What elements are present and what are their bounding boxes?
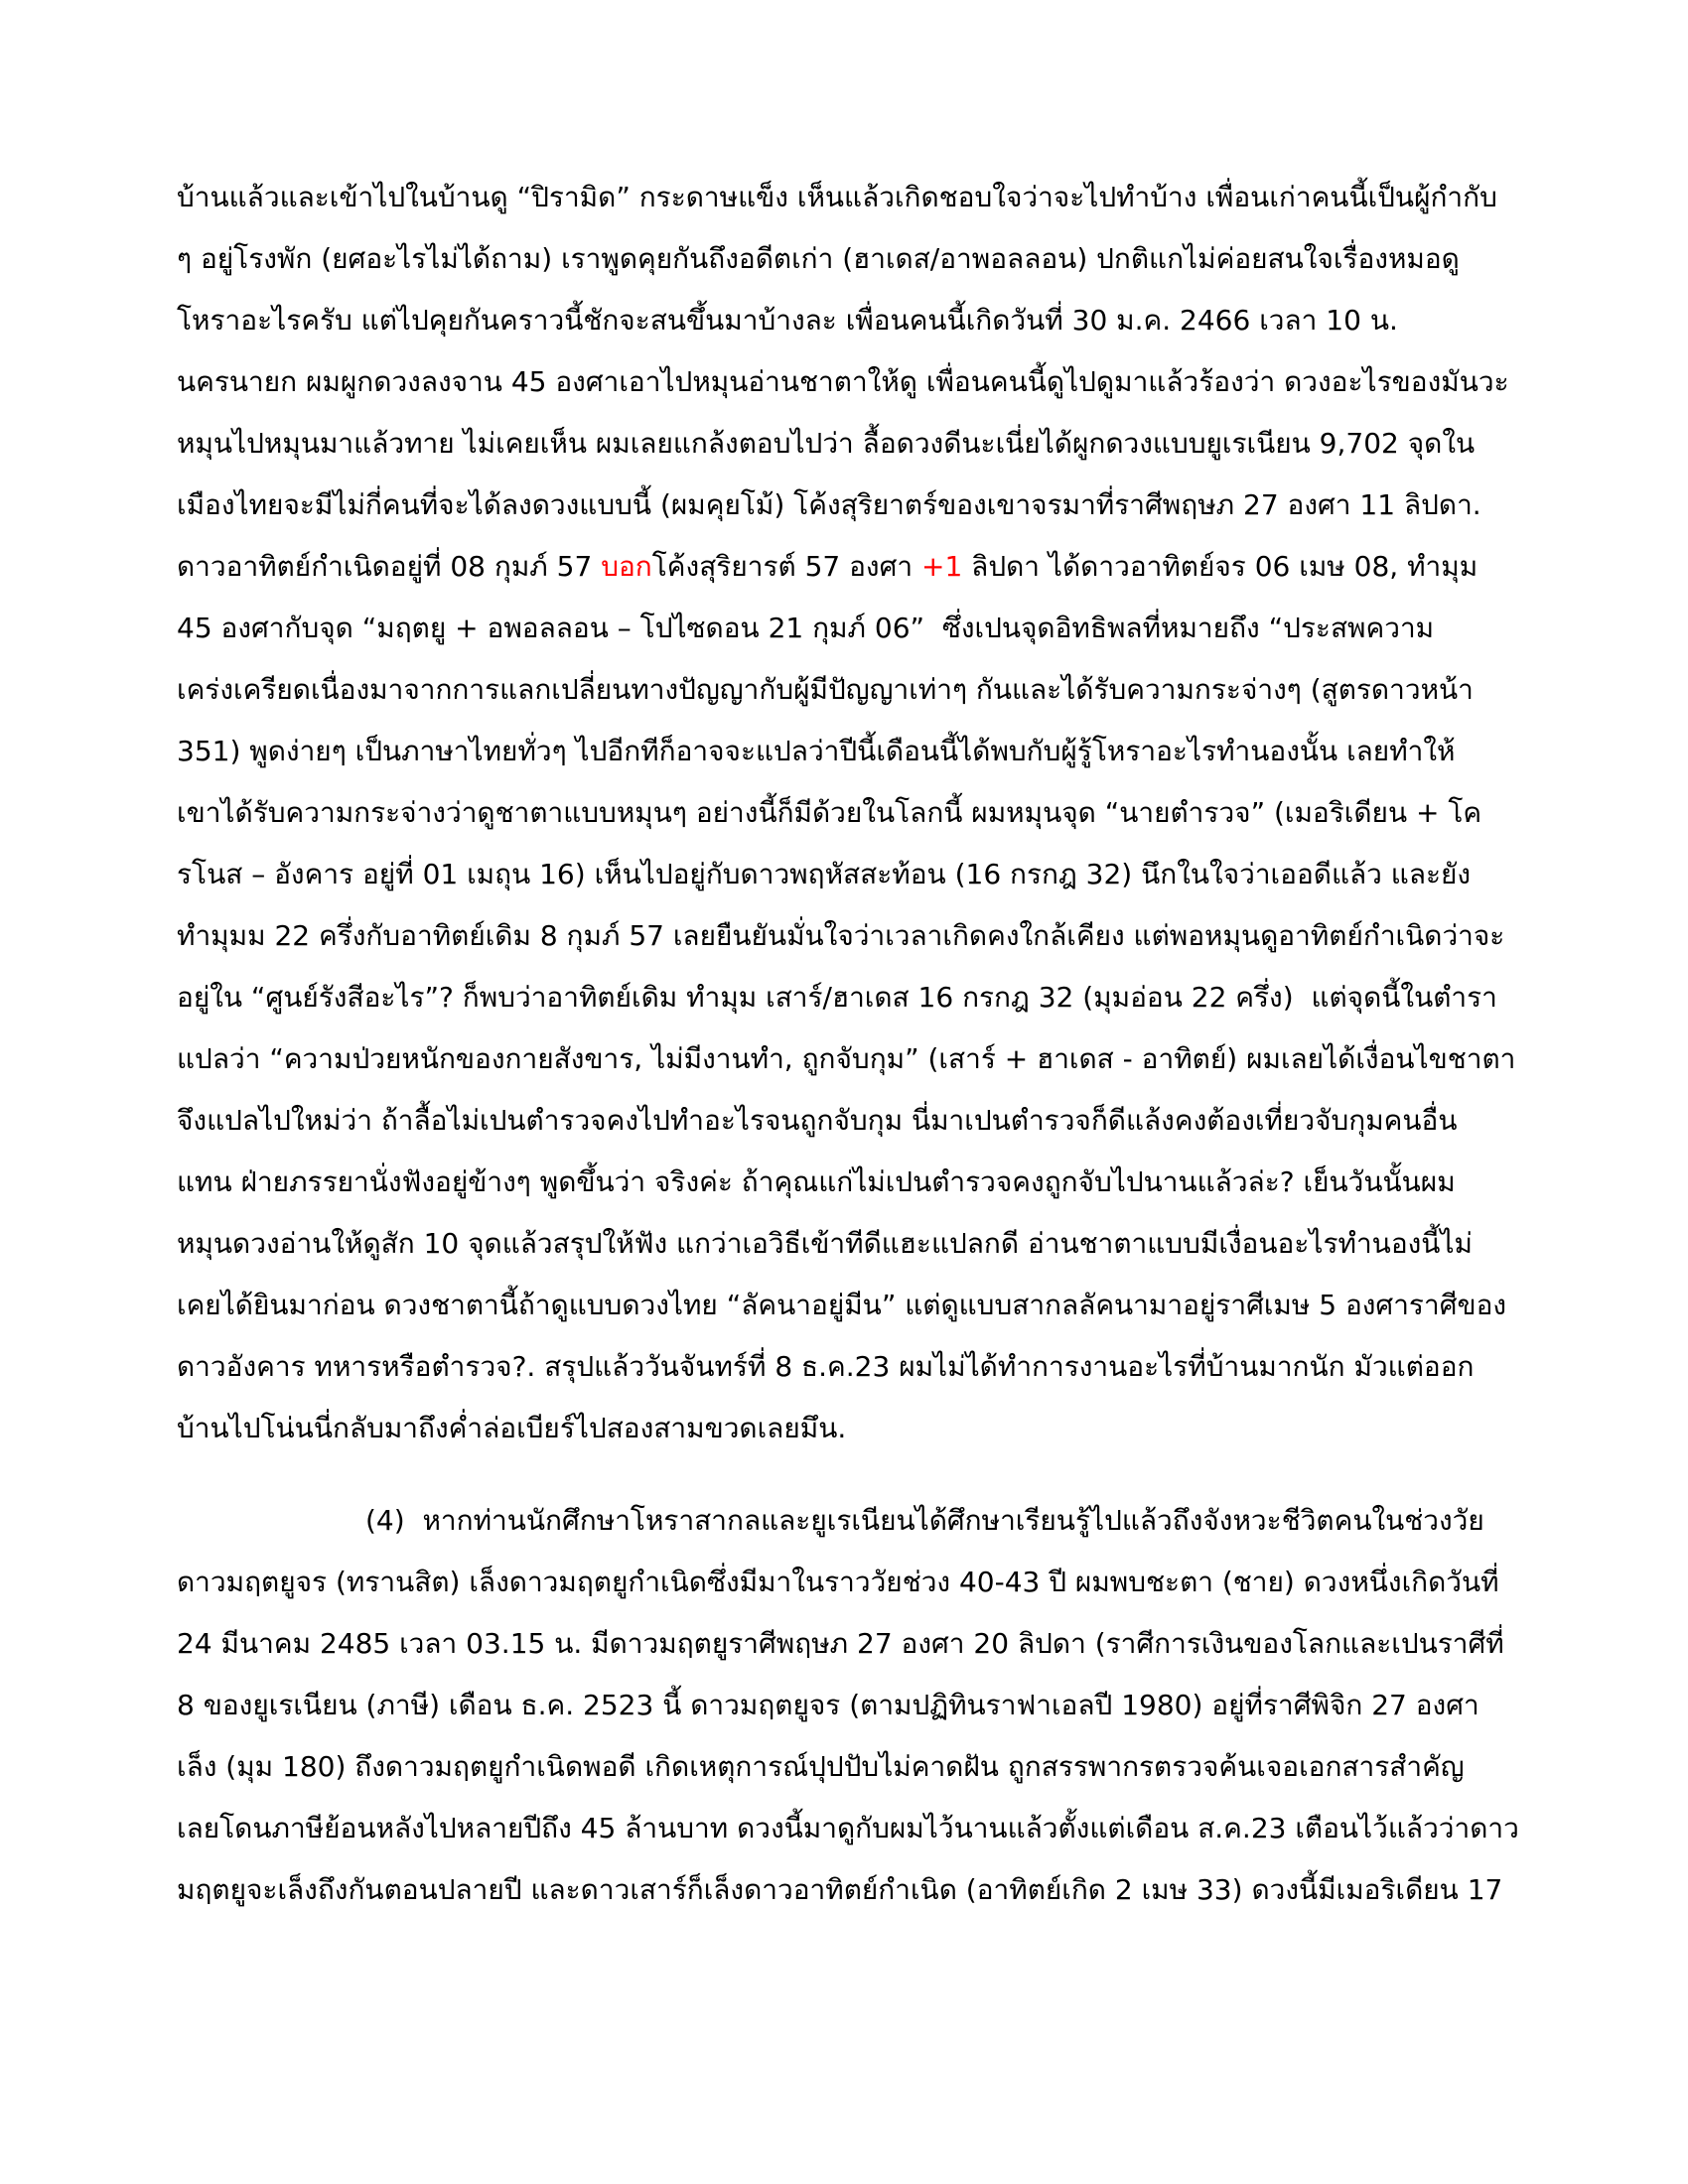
text-line bbox=[177, 844, 1537, 905]
text-line bbox=[177, 536, 1537, 598]
text-segment: เมืองไทยจะมีไม่กี่คนที่จะได้ลงดวงแบบนี้ (ผมคุยโม้) โค้งสุริยาตร์ของเขาจรมาที่ราศีพฤษภ 27 องศา 11 ลิปดา. bbox=[177, 488, 1481, 521]
text-segment: มฤตยูจะเล็งถึงกันตอนปลายปี และดาวเสาร์ก็เล็งดาวอาทิตย์กำเนิด (อาทิตย์เกิด 2 เมษ 33) ดวงนี้มีเมอริเดียน 17 bbox=[177, 1873, 1503, 1906]
text-line bbox=[177, 228, 1537, 290]
text-line bbox=[177, 782, 1537, 844]
text-line bbox=[177, 659, 1537, 721]
document-body bbox=[177, 167, 1537, 1921]
text-segment: เคยได้ยินมาก่อน ดวงชาตานี้ถ้าดูแบบดวงไทย “ลัคนาอยู่มีน” แต่ดูแบบสากลลัคนามาอยู่ราศีเมษ 5 องศาราศีของ bbox=[177, 1289, 1507, 1321]
text-line bbox=[177, 1552, 1537, 1613]
text-segment: 24 มีนาคม 2485 เวลา 03.15 น. มีดาวมฤตยูราศีพฤษภ 27 องศา 20 ลิปดา (ราศีการเงินของโลกและเปนราศีที่ bbox=[177, 1627, 1504, 1660]
text-segment: แทน ฝ่ายภรรยานั่งฟังอยู่ข้างๆ พูดขึ้นว่า จริงค่ะ ถ้าคุณแก่ไม่เปนตำรวจคงถูกจับไปนานแล้วล่ะ? เย็นวันนั้นผม bbox=[177, 1165, 1456, 1198]
text-segment: ลิปดา ได้ดาวอาทิตย์จร 06 เมษ 08, ทำมุม bbox=[962, 550, 1478, 583]
text-segment: ๆ อยู่โรงพัก (ยศอะไรไม่ได้ถาม) เราพูดคุยกันถึงอดีตเก่า (ฮาเดส/อาพอลลอน) ปกติแกไม่ค่อยสนใจเรื่องหมอดู bbox=[177, 242, 1460, 275]
text-segment: หมุนไปหมุนมาแล้วทาย ไม่เคยเห็น ผมเลยแกล้งตอบไปว่า ลื้อดวงดีนะเนี่ยได้ผูกดวงแบบยูเรเนียน 9,702 จุดใน bbox=[177, 427, 1476, 460]
text-segment: หมุนดวงอ่านให้ดูสัก 10 จุดแล้วสรุปให้ฟัง แกว่าเอวิธีเข้าทีดีแฮะแปลกดี อ่านชาตาแบบมีเงื่อนอะไรทำนองนี้ไม่ bbox=[177, 1227, 1473, 1260]
text-segment: โหราอะไรครับ แต่ไปคุยกันคราวนี้ชักจะสนขึ้นมาบ้างละ เพื่อนคนนี้เกิดวันที่ 30 ม.ค. 2466 เวลา 10 น. bbox=[177, 304, 1398, 337]
text-segment: จึงแปลไปใหม่ว่า ถ้าลื้อไม่เปนตำรวจคงไปทำอะไรจนถูกจับกุม นี่มาเปนตำรวจก็ดีแล้งคงต้องเที่ยวจับกุมคนอื่น bbox=[177, 1104, 1458, 1137]
text-segment: รโนส – อังคาร อยู่ที่ 01 เมถุน 16) เห็นไปอยู่กับดาวพฤหัสสะท้อน (16 กรกฎ 32) นึกในใจว่าเออดีแล้ว และยัง bbox=[177, 858, 1472, 890]
text-segment: เล็ง (มุม 180) ถึงดาวมฤตยูกำเนิดพอดี เกิดเหตุการณ์ปุปปับไม่คาดฝัน ถูกสรรพากรตรวจค้นเจอเอกสารสำคัญ bbox=[177, 1750, 1465, 1783]
text-segment: 8 ของยูเรเนียน (ภาษี) เดือน ธ.ค. 2523 นี้ ดาวมฤตยูจร (ตามปฏิทินราฟาเอลปี 1980) อยู่ที่ราศีพิจิก 27 องศา bbox=[177, 1689, 1479, 1721]
text-line bbox=[177, 1798, 1537, 1859]
text-line bbox=[177, 1152, 1537, 1213]
text-segment: 351) พูดง่ายๆ เป็นภาษาไทยทั่วๆ ไปอีกทีก็อาจจะแปลว่าปีนี้เดือนนี้ได้พบกับผู้รู้โหราอะไรทำนองนั้น เลยทำให้ bbox=[177, 735, 1456, 767]
text-segment: โค้งสุริยารต์ 57 องศา bbox=[651, 550, 921, 583]
text-segment: บ้านไปโน่นนี่กลับมาถึงค่ำล่อเบียร์ไปสองสามขวดเลยมึน. bbox=[177, 1412, 847, 1444]
text-segment: นครนายก ผมผูกดวงลงจาน 45 องศาเอาไปหมุนอ่านชาตาให้ดู เพื่อนคนนี้ดูไปดูมาแล้วร้องว่า ดวงอะไรของมันวะ bbox=[177, 365, 1509, 398]
text-line bbox=[177, 1398, 1537, 1459]
text-segment: อยู่ใน “ศูนย์รังสีอะไร”? ก็พบว่าอาทิตย์เดิม ทำมุม เสาร์/ฮาเดส 16 กรกฎ 32 (มุมอ่อน 22 ครึ่ง) แต่จุดนี้ในตำรา bbox=[177, 981, 1497, 1014]
text-line bbox=[177, 1213, 1537, 1275]
text-segment: เคร่งเครียดเนื่องมาจากการแลกเปลี่ยนทางปัญญากับผู้มีปัญญาเท่าๆ กันและได้รับความกระจ่างๆ (สูตรดาวหน้า bbox=[177, 673, 1474, 706]
text-line bbox=[177, 967, 1537, 1028]
text-segment: ดาวอังคาร ทหารหรือตำรวจ?. สรุปแล้ววันจันทร์ที่ 8 ธ.ค.23 ผมไม่ได้ทำการงานอะไรที่บ้านมากนัก มัวแต่ออก bbox=[177, 1350, 1475, 1383]
text-line bbox=[177, 1859, 1537, 1921]
text-line bbox=[177, 1028, 1537, 1090]
text-segment: 45 องศากับจุด “มฤตยู + อพอลลอน – โปไซดอน 21 กุมภ์ 06” ซึ่งเปนจุดอิทธิพลที่หมายถึง “ประสพความ bbox=[177, 612, 1435, 644]
text-segment: แปลว่า “ความป่วยหนักของกายสังขาร, ไม่มีงานทำ, ถูกจับกุม” (เสาร์ + ฮาเดส - อาทิตย์) ผมเลยได้เงื่อนไขชาตา bbox=[177, 1042, 1516, 1075]
text-segment: ดาวมฤตยูจร (ทรานสิต) เล็งดาวมฤตยูกำเนิดซึ่งมีมาในราววัยช่วง 40-43 ปี ผมพบชะตา (ชาย) ดวงหนึ่งเกิดวันที่ bbox=[177, 1566, 1499, 1598]
text-line bbox=[177, 1275, 1537, 1336]
highlighted-red-text: +1 bbox=[921, 550, 963, 583]
text-line bbox=[177, 167, 1537, 228]
text-line bbox=[177, 1736, 1537, 1798]
text-line bbox=[177, 598, 1537, 659]
text-line bbox=[177, 351, 1537, 413]
text-segment: เลยโดนภาษีย้อนหลังไปหลายปีถึง 45 ล้านบาท ดวงนี้มาดูกับผมไว้นานแล้วตั้งแต่เดือน ส.ค.23 เตือนไว้แล้วว่าดาว bbox=[177, 1812, 1519, 1844]
text-line bbox=[177, 1336, 1537, 1398]
text-line bbox=[177, 290, 1537, 351]
text-line bbox=[177, 475, 1537, 536]
text-line bbox=[177, 1090, 1537, 1152]
text-line bbox=[177, 1490, 1537, 1552]
text-segment: (4) หากท่านนักศึกษาโหราสากลและยูเรเนียนได้ศึกษาเรียนรู้ไปแล้วถึงจังหวะชีวิตคนในช่วงวัย bbox=[365, 1504, 1484, 1537]
paragraph-1 bbox=[177, 167, 1537, 1459]
text-line bbox=[177, 1675, 1537, 1736]
text-segment: ดาวอาทิตย์กำเนิดอยู่ที่ 08 กุมภ์ 57 bbox=[177, 550, 602, 583]
text-line bbox=[177, 905, 1537, 967]
text-line bbox=[177, 413, 1537, 475]
text-segment: ทำมุมม 22 ครึ่งกับอาทิตย์เดิม 8 กุมภ์ 57 เลยยืนยันมั่นใจว่าเวลาเกิดคงใกล้เคียง แต่พอหมุนดูอาทิตย์กำเนิดว่าจะ bbox=[177, 919, 1505, 952]
highlighted-red-text: บอก bbox=[601, 550, 652, 583]
text-line bbox=[177, 1613, 1537, 1675]
text-segment: เขาได้รับความกระจ่างว่าดูชาตาแบบหมุนๆ อย่างนี้ก็มีด้วยในโลกนี้ ผมหมุนจุด “นายตำรวจ” (เมอริเดียน + โค bbox=[177, 796, 1482, 829]
paragraph-2 bbox=[177, 1490, 1537, 1921]
text-segment: บ้านแล้วและเข้าไปในบ้านดู “ปิรามิด” กระดาษแข็ง เห็นแล้วเกิดชอบใจว่าจะไปทำบ้าง เพื่อนเก่าคนนี้เป็นผู้กำกับ bbox=[177, 181, 1497, 213]
text-line bbox=[177, 721, 1537, 782]
